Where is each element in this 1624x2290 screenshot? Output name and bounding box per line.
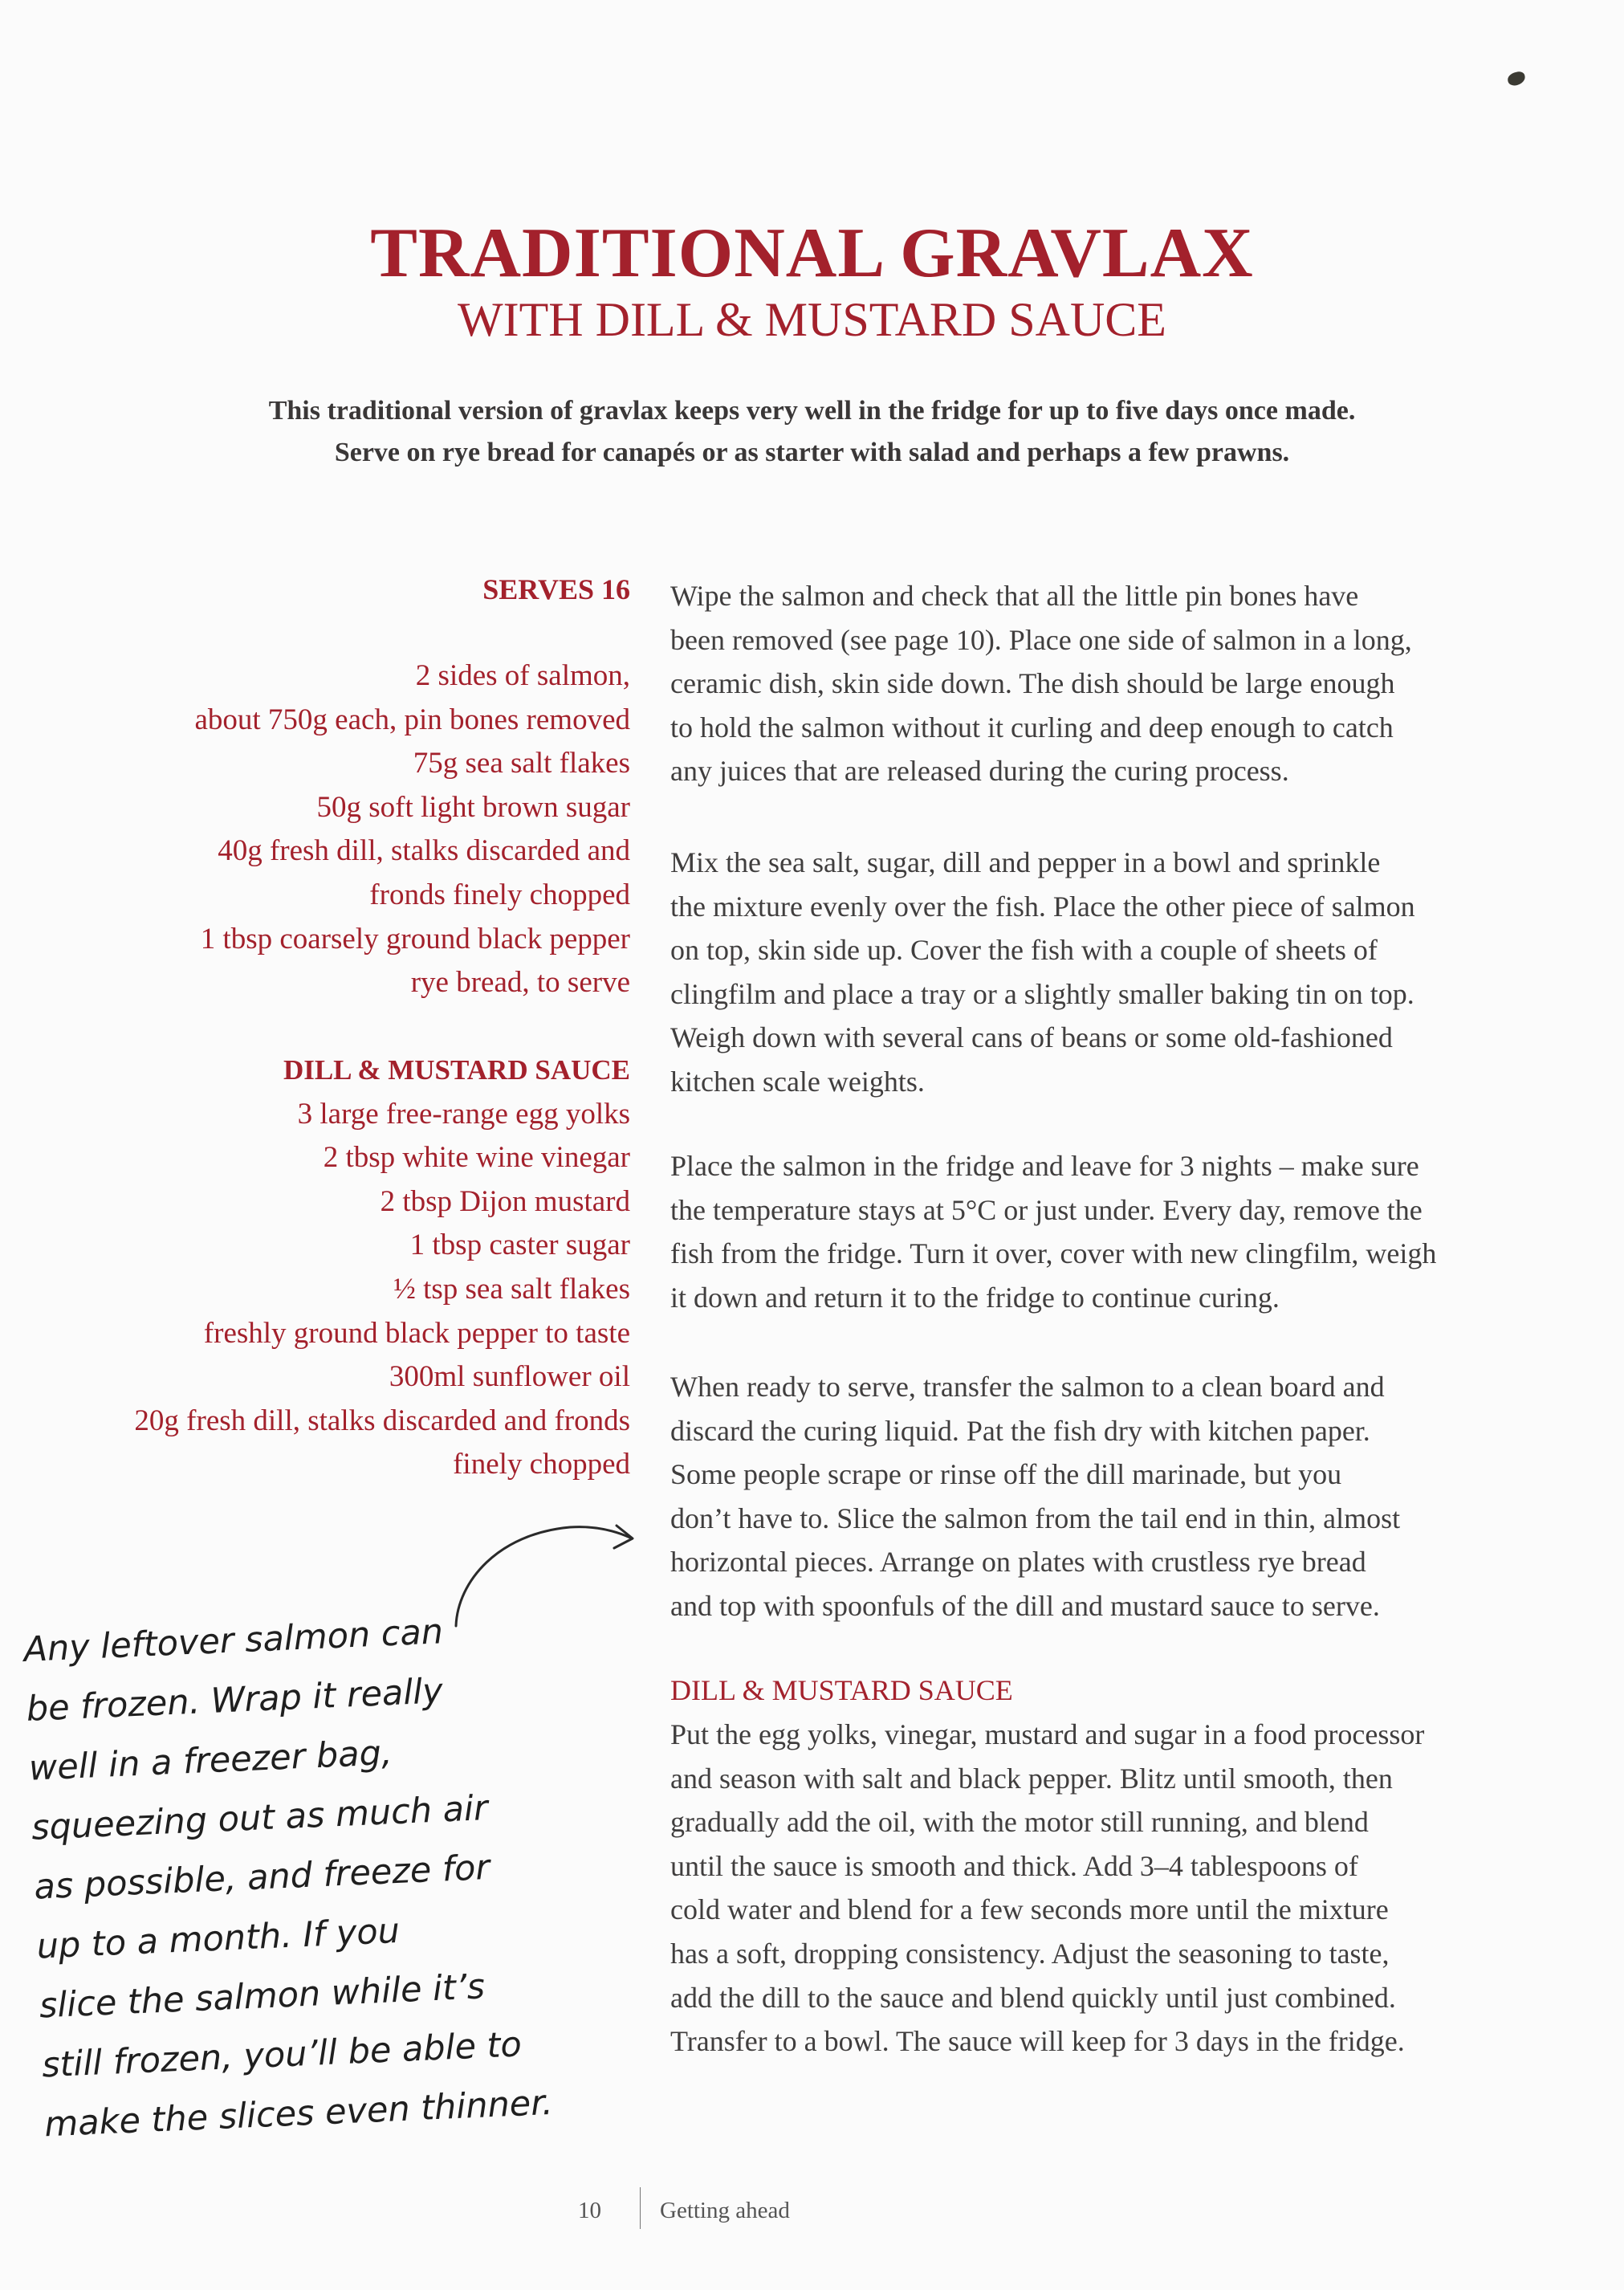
page-number: 10 (578, 2198, 601, 2223)
method-line: horizontal pieces. Arrange on plates with crustless rye bread (670, 1546, 1366, 1579)
method-line: it down and return it to the fridge to continue curing. (670, 1281, 1280, 1314)
intro-line: This traditional version of gravlax keeps very well in the fridge for up to five days once made. (268, 396, 1356, 426)
method-paragraph (670, 1365, 1561, 1628)
ingredient-line: 50g soft light brown sugar (316, 790, 630, 824)
method-line: been removed (see page 10). Place one side of salmon in a long, (670, 623, 1412, 656)
serves-label: SERVES 16 (482, 573, 630, 605)
note-line: slice the salmon while it’s (38, 1966, 486, 2027)
method-line: ceramic dish, skin side down. The dish should be large enough (670, 667, 1395, 700)
ingredient-line: ½ tsp sea salt flakes (393, 1272, 630, 1306)
method-line: cold water and blend for a few seconds more until the mixture (670, 1893, 1389, 1926)
recipe-subtitle: WITH DILL & MUSTARD SAUCE (458, 293, 1166, 346)
method-line: until the sauce is smooth and thick. Add 3–4 tablespoons of (670, 1849, 1358, 1882)
method-line: clingfilm and place a tray or a slightly smaller baking tin on top. (670, 977, 1414, 1010)
ingredient-line: finely chopped (453, 1448, 630, 1481)
method-paragraph (670, 574, 1561, 793)
note-line: Any leftover salmon can (22, 1612, 445, 1670)
method-line: Some people scrape or rinse off the dill marinade, but you (670, 1458, 1342, 1491)
ingredient-line: about 750g each, pin bones removed (194, 703, 630, 736)
method-line: don’t have to. Slice the salmon from the tail end in thin, almost (670, 1502, 1401, 1534)
method-line: Put the egg yolks, vinegar, mustard and sugar in a food processor (670, 1718, 1425, 1750)
ingredient-list (72, 654, 630, 1005)
ingredient-line: freshly ground black pepper to taste (203, 1316, 630, 1350)
method-line: the mixture evenly over the fish. Place the other piece of salmon (670, 890, 1415, 923)
footer-divider (640, 2187, 641, 2229)
method-line: Weigh down with several cans of beans or some old-fashioned (670, 1021, 1393, 1054)
ingredient-line: 40g fresh dill, stalks discarded and (218, 834, 630, 868)
method-line: any juices that are released during the curing process. (670, 755, 1289, 788)
note-line: up to a month. If you (35, 1910, 401, 1967)
recipe-intro (0, 390, 1624, 474)
method-line: gradually add the oil, with the motor still running, and blend (670, 1806, 1369, 1839)
method-paragraph (670, 1144, 1561, 1319)
method-line: Place the salmon in the fridge and leave for 3 nights – make sure (670, 1150, 1419, 1182)
method-line: to hold the salmon without it curling and deep enough to catch (670, 711, 1394, 744)
method-line: and top with spoonfuls of the dill and mustard sauce to serve. (670, 1589, 1380, 1622)
section-name: Getting ahead (660, 2198, 790, 2223)
note-line: make the slices even thinner. (43, 2082, 554, 2145)
method-line: fish from the fridge. Turn it over, cover with new clingfilm, weigh (670, 1237, 1437, 1270)
handwritten-tip (22, 1594, 655, 2155)
method-line: and season with salt and black pepper. Blitz until smooth, then (670, 1762, 1393, 1795)
method-line: Wipe the salmon and check that all the little pin bones have (670, 580, 1359, 612)
note-line: as possible, and freeze for (33, 1847, 491, 1908)
ingredient-line: 2 tbsp Dijon mustard (380, 1184, 630, 1218)
ingredient-line: rye bread, to serve (410, 966, 630, 1000)
method-line: When ready to serve, transfer the salmon to a clean board and (670, 1371, 1385, 1403)
note-line: be frozen. Wrap it really (25, 1671, 444, 1730)
method-line: the temperature stays at 5°C or just under. Every day, remove the (670, 1193, 1423, 1226)
ingredient-line: 75g sea salt flakes (413, 747, 630, 780)
note-line: still frozen, you’ll be able to (41, 2024, 523, 2086)
ingredient-line: 1 tbsp caster sugar (409, 1229, 630, 1262)
method-paragraph (670, 841, 1561, 1104)
ingredient-line: 20g fresh dill, stalks discarded and fronds (134, 1404, 630, 1437)
method-line: Transfer to a bowl. The sauce will keep for 3 days in the fridge. (670, 2025, 1405, 2058)
method-line: on top, skin side up. Cover the fish with a couple of sheets of (670, 934, 1378, 967)
note-line: well in a freezer bag, (27, 1733, 393, 1789)
method-line: kitchen scale weights. (670, 1065, 925, 1098)
method-line: has a soft, dropping consistency. Adjust the seasoning to taste, (670, 1937, 1390, 1970)
ingredient-line: 3 large free-range egg yolks (297, 1097, 630, 1131)
paper-speck (1506, 70, 1526, 87)
sauce-method-heading: DILL & MUSTARD SAUCE (670, 1674, 1013, 1706)
ingredient-line: 300ml sunflower oil (389, 1360, 630, 1394)
intro-line: Serve on rye bread for canapés or as starter with salad and perhaps a few prawns. (334, 438, 1290, 467)
method-line: add the dill to the sauce and blend quickly until just combined. (670, 1981, 1396, 2014)
sauce-method-paragraph (670, 1713, 1561, 2064)
note-line: squeezing out as much air (31, 1787, 489, 1848)
ingredient-line: 1 tbsp coarsely ground black pepper (200, 922, 630, 956)
method-line: Mix the sea salt, sugar, dill and pepper in a bowl and sprinkle (670, 846, 1381, 878)
ingredient-line: 2 sides of salmon, (415, 659, 630, 692)
sauce-ingredient-list (72, 1049, 630, 1487)
method-line: discard the curing liquid. Pat the fish dry with kitchen paper. (670, 1414, 1370, 1447)
recipe-title: TRADITIONAL GRAVLAX (370, 214, 1254, 292)
ingredient-line: 2 tbsp white wine vinegar (323, 1141, 630, 1175)
ingredient-line: fronds finely chopped (369, 878, 630, 911)
sauce-ingredients-heading: DILL & MUSTARD SAUCE (283, 1054, 630, 1086)
